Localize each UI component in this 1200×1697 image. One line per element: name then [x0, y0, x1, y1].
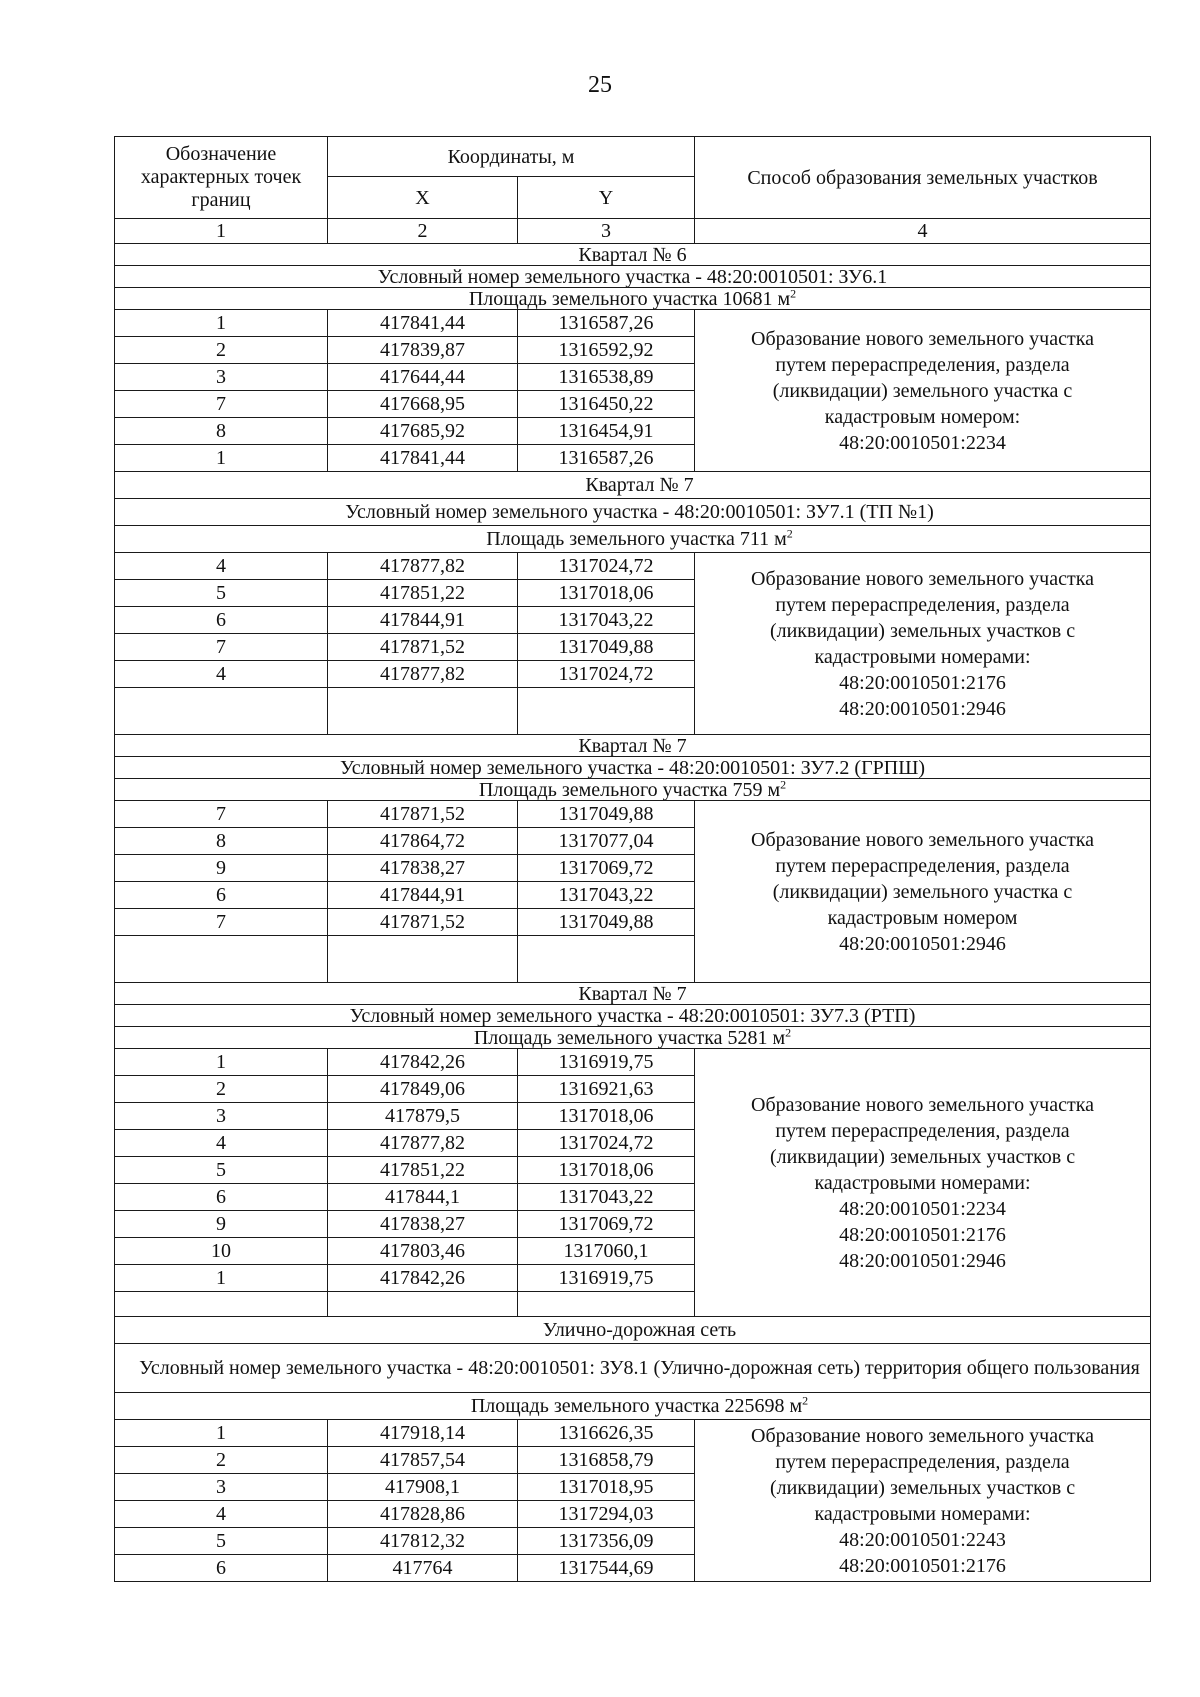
formation-method-line: кадастровыми номерами: [814, 1171, 1031, 1194]
header-x: X [328, 177, 518, 219]
point-number: 1 [115, 1049, 328, 1076]
quarter-label-text: Квартал № 7 [585, 474, 694, 496]
coord-x: 417871,52 [328, 909, 518, 936]
plot-number-text: Условный номер земельного участка - 48:20:0010501: ЗУ7.2 (ГРПШ) [339, 756, 926, 779]
quarter-label-text: Улично-дорожная сеть [542, 1319, 737, 1341]
header-point-designation: Обозначение характерных точек границ [115, 137, 328, 219]
formation-method-line: путем перераспределения, раздела [775, 593, 1070, 616]
point-number: 5 [115, 1157, 328, 1184]
quarter-label [115, 735, 1151, 757]
coord-y: 1316587,26 [518, 310, 695, 337]
coord-y: 1317043,22 [518, 607, 695, 634]
formation-method [695, 310, 1151, 472]
table-row [115, 553, 1151, 580]
coord-x: 417841,44 [328, 310, 518, 337]
formation-method-line: 48:20:0010501:2234 [839, 1197, 1006, 1220]
coord-x: 417857,54 [328, 1447, 518, 1474]
area-unit-exponent: 2 [790, 287, 797, 300]
empty-cell [518, 1292, 695, 1317]
point-number: 2 [115, 337, 328, 364]
coord-x: 417685,92 [328, 418, 518, 445]
coord-x: 417764 [328, 1555, 518, 1582]
point-number: 6 [115, 882, 328, 909]
quarter-label-text: Квартал № 7 [578, 982, 687, 1005]
area-unit-exponent: 2 [786, 526, 793, 541]
quarter-label-text: Квартал № 6 [578, 243, 687, 266]
plot-area [115, 1393, 1151, 1420]
empty-cell [518, 688, 695, 735]
formation-method-line: кадастровыми номерами: [814, 645, 1031, 668]
empty-cell [115, 1292, 328, 1317]
plot-number [115, 266, 1151, 288]
coord-y: 1317024,72 [518, 1130, 695, 1157]
formation-method [695, 801, 1151, 983]
formation-method-line: 48:20:0010501:2243 [839, 1528, 1006, 1551]
coord-x: 417871,52 [328, 634, 518, 661]
coord-y: 1317018,06 [518, 580, 695, 607]
point-number: 7 [115, 634, 328, 661]
quarter-label [115, 244, 1151, 266]
coord-y: 1316538,89 [518, 364, 695, 391]
point-number: 6 [115, 1184, 328, 1211]
point-number: 10 [115, 1238, 328, 1265]
formation-method-line: кадастровыми номерами: [814, 1502, 1031, 1525]
formation-method [695, 1049, 1151, 1317]
point-number: 6 [115, 607, 328, 634]
formation-method-line: 48:20:0010501:2176 [839, 1223, 1006, 1246]
coord-y: 1316592,92 [518, 337, 695, 364]
formation-method [695, 553, 1151, 735]
formation-method-line: путем перераспределения, раздела [775, 1450, 1070, 1473]
coord-y: 1317060,1 [518, 1238, 695, 1265]
coord-x: 417842,26 [328, 1049, 518, 1076]
coord-x: 417838,27 [328, 1211, 518, 1238]
point-number: 4 [115, 553, 328, 580]
coord-x: 417864,72 [328, 828, 518, 855]
coord-x: 417844,91 [328, 882, 518, 909]
header-y: Y [518, 177, 695, 219]
column-number: 4 [695, 219, 1151, 244]
empty-cell [328, 936, 518, 983]
coord-y: 1316919,75 [518, 1265, 695, 1292]
coord-x: 417842,26 [328, 1265, 518, 1292]
plot-number-text: Условный номер земельного участка - 48:20:0010501: ЗУ7.1 (ТП №1) [345, 501, 934, 523]
coord-y: 1316919,75 [518, 1049, 695, 1076]
empty-cell [328, 688, 518, 735]
area-unit-exponent: 2 [785, 1026, 792, 1039]
coord-y: 1317043,22 [518, 882, 695, 909]
point-number: 5 [115, 1528, 328, 1555]
coord-y: 1317294,03 [518, 1501, 695, 1528]
coord-y: 1316626,35 [518, 1420, 695, 1447]
coord-y: 1317018,06 [518, 1157, 695, 1184]
point-number: 4 [115, 1130, 328, 1157]
coord-y: 1316921,63 [518, 1076, 695, 1103]
column-number: 2 [328, 219, 518, 244]
area-unit-exponent: 2 [780, 778, 787, 791]
plot-number-text: Условный номер земельного участка - 48:20:0010501: ЗУ6.1 [377, 265, 888, 288]
plot-number [115, 757, 1151, 779]
coord-y: 1317069,72 [518, 855, 695, 882]
quarter-label [115, 472, 1151, 499]
coord-y: 1317049,88 [518, 634, 695, 661]
plot-area [115, 779, 1151, 801]
plot-number-text: Условный номер земельного участка - 48:20:0010501: ЗУ8.1 (Улично-дорожная сеть) территория общего пользования [139, 1356, 1140, 1379]
coord-y: 1316454,91 [518, 418, 695, 445]
plot-number [115, 1344, 1151, 1393]
quarter-label [115, 983, 1151, 1005]
point-number: 1 [115, 310, 328, 337]
page-number: 25 [588, 72, 612, 98]
coord-y: 1317049,88 [518, 909, 695, 936]
coord-x: 417844,91 [328, 607, 518, 634]
coord-y: 1317069,72 [518, 1211, 695, 1238]
coord-x: 417803,46 [328, 1238, 518, 1265]
header-formation-method: Способ образования земельных участков [695, 137, 1151, 219]
formation-method-line: (ликвидации) земельных участков с [769, 1476, 1076, 1499]
point-number: 1 [115, 1265, 328, 1292]
point-number: 2 [115, 1076, 328, 1103]
column-number: 1 [115, 219, 328, 244]
formation-method-line: кадастровым номером: [824, 405, 1021, 428]
plot-number-text: Условный номер земельного участка - 48:20:0010501: ЗУ7.3 (РТП) [349, 1004, 916, 1027]
point-number: 9 [115, 855, 328, 882]
coord-y: 1317024,72 [518, 553, 695, 580]
formation-method [695, 1420, 1151, 1582]
empty-cell [115, 688, 328, 735]
formation-method-line: путем перераспределения, раздела [775, 854, 1070, 877]
coord-x: 417877,82 [328, 553, 518, 580]
formation-method-line: 48:20:0010501:2234 [839, 431, 1006, 454]
plot-area-text: Площадь земельного участка 711 м [486, 528, 787, 550]
empty-cell [518, 936, 695, 983]
column-number-row [115, 219, 1151, 244]
point-number: 8 [115, 418, 328, 445]
coord-x: 417877,82 [328, 1130, 518, 1157]
coord-x: 417871,52 [328, 801, 518, 828]
formation-method-line: Образование нового земельного участка [751, 327, 1095, 350]
point-number: 6 [115, 1555, 328, 1582]
plot-area-text: Площадь земельного участка 10681 м [468, 287, 791, 310]
point-number: 2 [115, 1447, 328, 1474]
coord-x: 417849,06 [328, 1076, 518, 1103]
point-number: 9 [115, 1211, 328, 1238]
plot-area-text: Площадь земельного участка 759 м [478, 778, 781, 801]
coord-x: 417877,82 [328, 661, 518, 688]
point-number: 7 [115, 391, 328, 418]
coord-x: 417828,86 [328, 1501, 518, 1528]
table-row [115, 1420, 1151, 1447]
empty-cell [115, 936, 328, 983]
table-row [115, 801, 1151, 828]
coord-y: 1317544,69 [518, 1555, 695, 1582]
coord-x: 417841,44 [328, 445, 518, 472]
point-number: 1 [115, 1420, 328, 1447]
coordinates-table [114, 136, 1151, 1582]
point-number: 4 [115, 661, 328, 688]
plot-area [115, 288, 1151, 310]
point-number: 3 [115, 1103, 328, 1130]
plot-number [115, 1005, 1151, 1027]
quarter-label [115, 1317, 1151, 1344]
formation-method-line: Образование нового земельного участка [751, 828, 1095, 851]
plot-area [115, 526, 1151, 553]
table-row [115, 1049, 1151, 1076]
formation-method-line: путем перераспределения, раздела [775, 1119, 1070, 1142]
coord-x: 417908,1 [328, 1474, 518, 1501]
plot-area [115, 1027, 1151, 1049]
coord-y: 1316450,22 [518, 391, 695, 418]
coord-y: 1317018,06 [518, 1103, 695, 1130]
coord-x: 417879,5 [328, 1103, 518, 1130]
coord-y: 1317024,72 [518, 661, 695, 688]
formation-method-line: (ликвидации) земельных участков с [769, 1145, 1076, 1168]
plot-number [115, 499, 1151, 526]
point-number: 4 [115, 1501, 328, 1528]
coord-x: 417812,32 [328, 1528, 518, 1555]
area-unit-exponent: 2 [802, 1393, 809, 1408]
coord-x: 417644,44 [328, 364, 518, 391]
coord-y: 1317018,95 [518, 1474, 695, 1501]
point-number: 5 [115, 580, 328, 607]
empty-cell [328, 1292, 518, 1317]
quarter-label-text: Квартал № 7 [578, 734, 687, 757]
formation-method-line: 48:20:0010501:2176 [839, 671, 1006, 694]
point-number: 3 [115, 1474, 328, 1501]
coord-x: 417851,22 [328, 1157, 518, 1184]
formation-method-line: 48:20:0010501:2176 [839, 1554, 1006, 1577]
formation-method-line: кадастровым номером [827, 906, 1018, 929]
formation-method-line: 48:20:0010501:2946 [839, 697, 1006, 720]
column-number: 3 [518, 219, 695, 244]
formation-method-line: путем перераспределения, раздела [775, 353, 1070, 376]
coord-y: 1317049,88 [518, 801, 695, 828]
table-row [115, 310, 1151, 337]
coord-y: 1317356,09 [518, 1528, 695, 1555]
plot-area-text: Площадь земельного участка 5281 м [473, 1026, 786, 1049]
formation-method-line: Образование нового земельного участка [751, 1424, 1095, 1447]
formation-method-line: Образование нового земельного участка [751, 567, 1095, 590]
point-number: 8 [115, 828, 328, 855]
coord-y: 1317077,04 [518, 828, 695, 855]
formation-method-line: 48:20:0010501:2946 [839, 932, 1006, 955]
coord-x: 417918,14 [328, 1420, 518, 1447]
coord-y: 1316587,26 [518, 445, 695, 472]
point-number: 1 [115, 445, 328, 472]
formation-method-line: (ликвидации) земельных участков с [769, 619, 1076, 642]
formation-method-line: 48:20:0010501:2946 [839, 1249, 1006, 1272]
formation-method-line: (ликвидации) земельного участка с [772, 880, 1073, 903]
coord-x: 417844,1 [328, 1184, 518, 1211]
formation-method-line: (ликвидации) земельного участка с [772, 379, 1073, 402]
header-coordinates: Координаты, м [328, 137, 695, 177]
coord-x: 417838,27 [328, 855, 518, 882]
coord-x: 417851,22 [328, 580, 518, 607]
coord-x: 417668,95 [328, 391, 518, 418]
formation-method-line: Образование нового земельного участка [751, 1093, 1095, 1116]
point-number: 7 [115, 909, 328, 936]
coord-y: 1316858,79 [518, 1447, 695, 1474]
point-number: 7 [115, 801, 328, 828]
plot-area-text: Площадь земельного участка 225698 м [470, 1395, 803, 1417]
point-number: 3 [115, 364, 328, 391]
coord-x: 417839,87 [328, 337, 518, 364]
coord-y: 1317043,22 [518, 1184, 695, 1211]
